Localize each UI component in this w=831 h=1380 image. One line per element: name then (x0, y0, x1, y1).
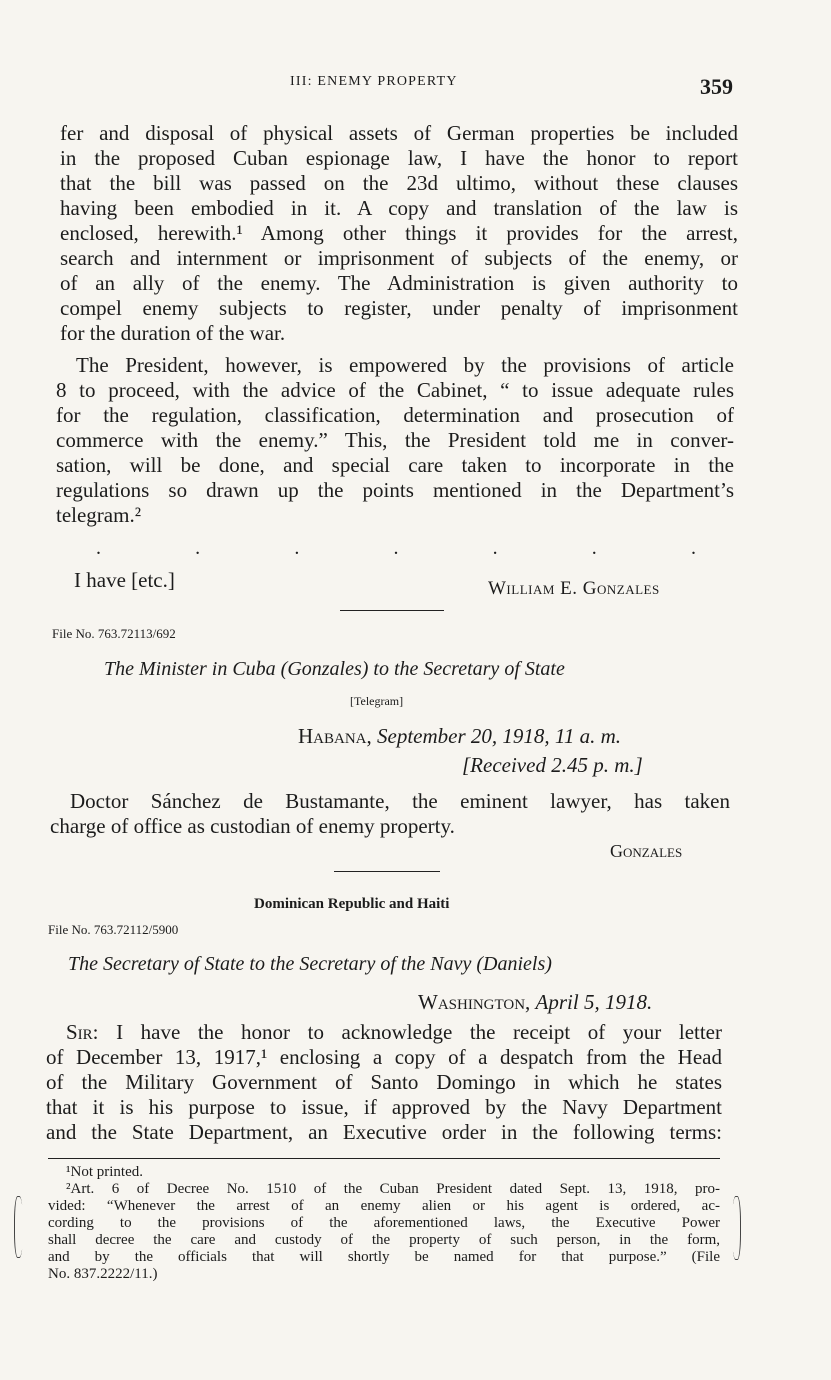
text-line: compel enemy subjects to register, under penalty of imprisonment (60, 296, 738, 320)
text-line: The President, however, is empowered by the provisions of article (76, 353, 734, 377)
text-line: telegram.² (56, 503, 142, 527)
ellipsis-dot: . (492, 537, 498, 559)
ellipsis-dot: . (393, 537, 399, 559)
text-line: that the bill was passed on the 23d ultimo, without these clauses (60, 171, 738, 195)
footnote-line: ²Art. 6 of Decree No. 1510 of the Cuban President dated Sept. 13, 1918, pro- (66, 1181, 720, 1197)
dateline-date: April 5, 1918. (535, 990, 653, 1014)
text-line: and the State Department, an Executive order in the following terms: (46, 1120, 722, 1144)
telegram-signature: Gonzales (610, 841, 683, 861)
text-line: regulations so drawn up the points mentioned in the Department’s (56, 478, 734, 502)
ellipsis-dot: . (96, 537, 101, 559)
text-line: search and internment or imprisonment of subjects of the enemy, or (60, 246, 738, 270)
text-line: for the duration of the war. (60, 321, 286, 345)
footnote-rule (48, 1158, 720, 1159)
margin-bracket-mark (14, 1196, 23, 1258)
section-title: Dominican Republic and Haiti (254, 896, 450, 912)
ellipsis-dot: . (195, 537, 201, 559)
text-line: having been embodied in it. A copy and translation of the law is (60, 196, 738, 220)
ellipsis-dot: . (294, 537, 300, 559)
letter-body (46, 1020, 722, 1145)
text-line: of the Military Government of Santo Domingo in which he states (46, 1070, 722, 1094)
footnote-line: vided: “Whenever the arrest of an enemy alien or his agent is ordered, ac- (48, 1198, 720, 1214)
margin-bracket-mark (732, 1196, 741, 1260)
text-line: for the regulation, classification, determination and prosecution of (56, 403, 734, 427)
document-heading: The Secretary of State to the Secretary of the Navy (Daniels) (68, 953, 552, 975)
section-divider (340, 610, 444, 611)
text-line: commerce with the enemy.” This, the President told me in conver- (56, 428, 734, 452)
page-number: 359 (700, 74, 733, 99)
footnotes (48, 1164, 720, 1283)
ellipsis-dot: . (591, 537, 597, 559)
salutation: Sir: (66, 1020, 99, 1044)
dateline (298, 724, 621, 749)
text-line: of an ally of the enemy. The Administration is given authority to (60, 271, 738, 295)
document-heading: The Minister in Cuba (Gonzales) to the Secretary of State (104, 658, 565, 680)
dateline-place: Washington, (418, 990, 531, 1014)
telegram-body (50, 789, 730, 839)
letter1-closing: I have [etc.] (74, 568, 175, 592)
document-type-label: [Telegram] (350, 694, 404, 708)
text-line: 8 to proceed, with the advice of the Cabinet, “ to issue adequate rules (56, 378, 734, 402)
file-number: File No. 763.72112/5900 (48, 922, 179, 937)
section-divider (334, 871, 440, 872)
text-segment: I have the honor to acknowledge the receipt of your letter (116, 1020, 722, 1044)
footnote-line: cording to the provisions of the aforementioned laws, the Executive Power (48, 1215, 720, 1231)
text-line: Doctor Sánchez de Bustamante, the eminent lawyer, has taken (70, 789, 730, 813)
text-line: fer and disposal of physical assets of German properties be included (60, 121, 738, 145)
received-time: [Received 2.45 p. m.] (462, 753, 643, 777)
text-line: in the proposed Cuban espionage law, I have the honor to report (60, 146, 738, 170)
dateline-date: September 20, 1918, 11 a. m. (377, 724, 622, 748)
letter1-paragraph-1 (60, 121, 738, 346)
footnote-line: shall decree the care and custody of the property of such person, in the form, (48, 1232, 720, 1248)
running-head: III: ENEMY PROPERTY (290, 74, 458, 89)
footnote-line: and by the officials that will shortly be named for that purpose.” (File (48, 1249, 720, 1265)
footnote-1: ¹Not printed. (66, 1164, 143, 1180)
text-line: of December 13, 1917,¹ enclosing a copy of a despatch from the Head (46, 1045, 722, 1069)
dateline-place: Habana, (298, 724, 372, 748)
text-line (46, 1020, 722, 1045)
footnote-line: No. 837.2222/11.) (48, 1266, 158, 1282)
text-line: enclosed, herewith.¹ Among other things it provides for the arrest, (60, 221, 738, 245)
letter1-paragraph-2 (56, 353, 734, 528)
dateline (418, 990, 652, 1015)
text-line: sation, will be done, and special care taken to incorporate in the (56, 453, 734, 477)
text-line: that it is his purpose to issue, if approved by the Navy Department (46, 1095, 722, 1119)
file-number: File No. 763.72113/692 (52, 626, 176, 641)
ellipsis-dot: . (690, 537, 696, 559)
text-line: charge of office as custodian of enemy property. (50, 814, 455, 838)
omission-ellipsis (96, 537, 696, 560)
letter1-signature: William E. Gonzales (488, 578, 660, 599)
